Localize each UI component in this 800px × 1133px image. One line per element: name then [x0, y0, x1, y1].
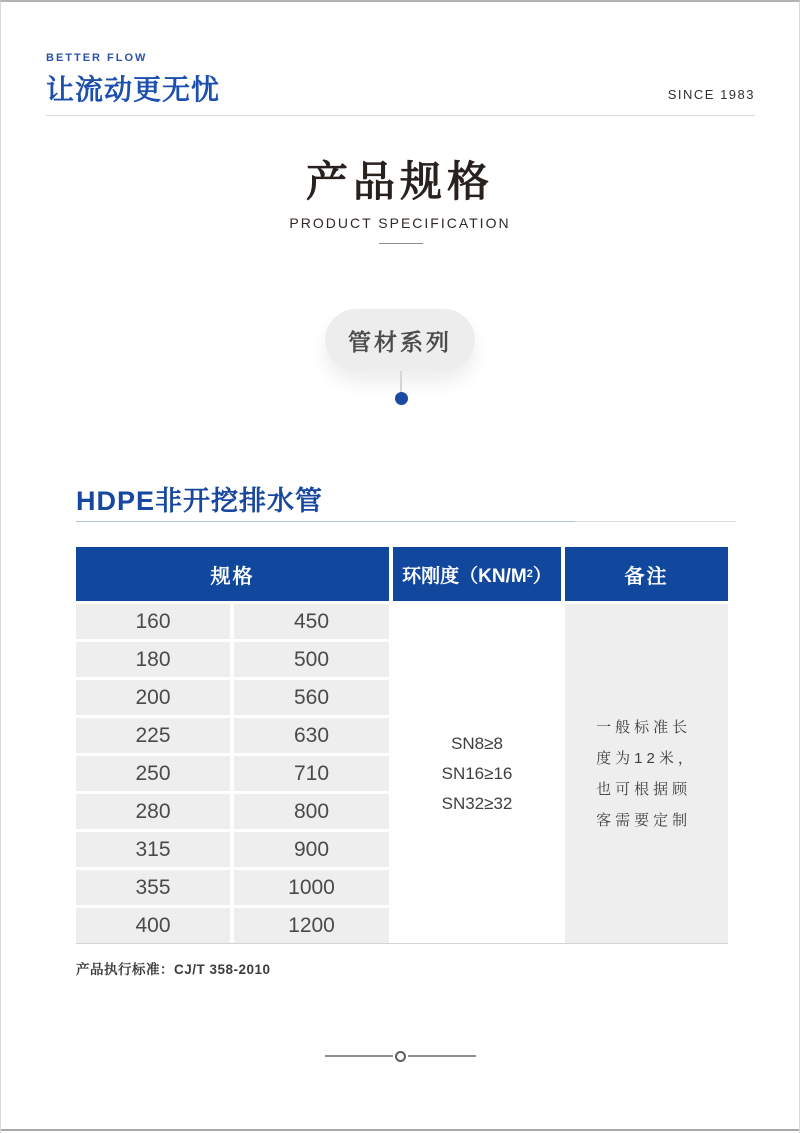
spec-cell-od: 560 — [234, 680, 389, 715]
spec-cell-dn: 280 — [76, 794, 230, 829]
badge-dot-icon — [395, 392, 408, 405]
table-row — [76, 718, 389, 753]
table-row — [76, 680, 389, 715]
spec-cell-dn: 200 — [76, 680, 230, 715]
divider-line-left — [325, 1055, 393, 1057]
remark-cell — [565, 604, 728, 943]
footer-divider — [1, 1048, 799, 1064]
remark-line: 也可根据顾 — [596, 780, 692, 798]
spec-cell-dn: 355 — [76, 870, 230, 905]
remark-line: 客需要定制 — [596, 811, 692, 829]
spec-rows — [76, 604, 389, 943]
remark-text — [596, 712, 697, 836]
section-heading: HDPE非开挖排水管 — [76, 486, 324, 516]
spec-cell-od: 800 — [234, 794, 389, 829]
table-row — [76, 908, 389, 943]
since-label: SINCE 1983 — [667, 87, 755, 102]
table-row — [76, 642, 389, 677]
spec-cell-dn: 225 — [76, 718, 230, 753]
header-divider — [46, 115, 755, 116]
stiffness-cell — [393, 604, 561, 943]
page-title: 产品规格 — [305, 158, 494, 205]
remark-line: 度为12米， — [596, 749, 697, 767]
table-row — [76, 832, 389, 867]
badge-connector-line — [400, 371, 402, 392]
header-cell-spec: 规格 — [76, 547, 389, 601]
stiffness-line: SN32≥32 — [441, 793, 513, 813]
brand-logo: 让流动更无忧 — [46, 74, 221, 105]
header-cell-remark: 备注 — [565, 547, 728, 601]
table-body — [76, 604, 728, 943]
stiffness-line: SN8≥8 — [451, 733, 503, 753]
brand-tagline: BETTER FLOW — [46, 52, 148, 64]
divider-line-right — [408, 1055, 476, 1057]
spec-cell-od: 710 — [234, 756, 389, 791]
spec-table — [76, 547, 728, 944]
title-dash — [379, 243, 423, 244]
brand-block — [46, 52, 220, 108]
page-bottom-border — [1, 1129, 799, 1131]
table-row — [76, 604, 389, 639]
spec-cell-dn: 250 — [76, 756, 230, 791]
section-divider — [76, 521, 736, 522]
series-badge: 管材系列 — [325, 309, 475, 371]
header-cell-stiffness: 环刚度（KN/M 2 ） — [393, 547, 561, 601]
stiffness-line: SN16≥16 — [441, 763, 513, 783]
table-bottom-line — [76, 943, 728, 944]
standard-note: 产品执行标准：CJ/T 358-2010 — [76, 962, 271, 977]
spec-cell-od: 900 — [234, 832, 389, 867]
spec-cell-dn: 180 — [76, 642, 230, 677]
spec-cell-dn: 400 — [76, 908, 230, 943]
spec-cell-dn: 160 — [76, 604, 230, 639]
spec-cell-od: 630 — [234, 718, 389, 753]
stiffness-label-post: ） — [532, 565, 552, 587]
spec-cell-od: 450 — [234, 604, 389, 639]
table-row — [76, 870, 389, 905]
spec-cell-od: 1200 — [234, 908, 389, 943]
table-header-row — [76, 547, 728, 601]
spec-cell-dn: 315 — [76, 832, 230, 867]
page-subtitle: PRODUCT SPECIFICATION — [289, 215, 511, 231]
table-row — [76, 794, 389, 829]
spec-cell-od: 500 — [234, 642, 389, 677]
stiffness-label-pre: 环刚度（KN/M — [402, 565, 527, 587]
spec-cell-od: 1000 — [234, 870, 389, 905]
divider-circle-icon — [395, 1051, 406, 1062]
table-row — [76, 756, 389, 791]
brand-header — [46, 52, 755, 108]
remark-line: 一般标准长 — [596, 718, 692, 736]
